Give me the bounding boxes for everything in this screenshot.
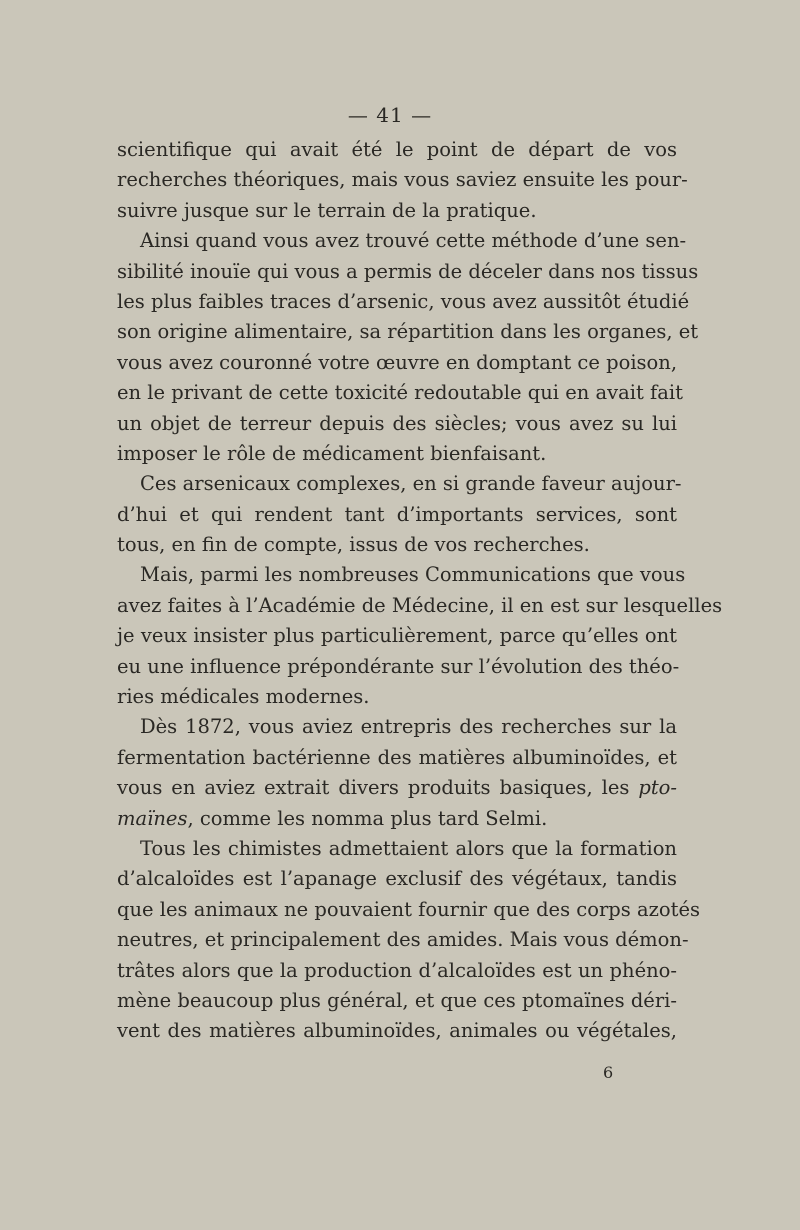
text-line: vent des matières albuminoïdes, animales ou végétales, xyxy=(117,1019,677,1043)
text-line: son origine alimentaire, sa répartition dans les organes, et xyxy=(117,320,699,344)
text-line: maïnes, comme les nomma plus tard Selmi. xyxy=(117,806,548,830)
text-line: que les animaux ne pouvaient fournir que des corps azotés xyxy=(117,897,701,921)
body-text xyxy=(117,135,723,1047)
text-line: un objet de terreur depuis des siècles; vous avez su lui xyxy=(117,411,677,435)
text-line: vous avez couronné votre œuvre en domptant ce poison, xyxy=(117,350,678,374)
text-line: d’alcaloïdes est l’apanage exclusif des végétaux, tandis xyxy=(117,867,677,891)
page-number: — 41 — xyxy=(347,103,433,127)
text-line: fermentation bactérienne des matières albuminoïdes, et xyxy=(117,745,677,769)
text-line: avez faites à l’Académie de Médecine, il en est sur lesquelles xyxy=(117,593,723,617)
text-line: je veux insister plus particulièrement, parce qu’elles ont xyxy=(117,624,677,648)
text-line: Ces arsenicaux complexes, en si grande faveur aujour- xyxy=(140,472,682,496)
text-line: recherches théoriques, mais vous saviez ensuite les pour- xyxy=(117,168,688,192)
text-line: en le privant de cette toxicité redoutable qui en avait fait xyxy=(117,381,683,405)
text-line: suivre jusque sur le terrain de la pratique. xyxy=(117,198,537,222)
text-line: tous, en fin de compte, issus de vos recherches. xyxy=(117,533,590,557)
text-line: mène beaucoup plus général, et que ces ptomaïnes déri- xyxy=(117,988,677,1012)
text-line: Ainsi quand vous avez trouvé cette méthode d’une sen- xyxy=(140,229,687,253)
text-line: Tous les chimistes admettaient alors que la formation xyxy=(140,836,677,860)
text-line: eu une influence prépondérante sur l’évolution des théo- xyxy=(117,654,680,678)
text-line: d’hui et qui rendent tant d’importants services, sont xyxy=(117,502,677,526)
text-line: vous en aviez extrait divers produits basiques, les pto- xyxy=(117,776,677,800)
text-line: sibilité inouïe qui vous a permis de déceler dans nos tissus xyxy=(117,259,699,283)
text-line: trâtes alors que la production d’alcaloïdes est un phéno- xyxy=(117,958,677,982)
text-line: Mais, parmi les nombreuses Communications que vous xyxy=(140,563,686,587)
signature-mark: 6 xyxy=(603,1063,614,1082)
text-line: Dès 1872, vous aviez entrepris des recherches sur la xyxy=(140,715,677,739)
text-line: ries médicales modernes. xyxy=(117,685,370,709)
text-line: les plus faibles traces d’arsenic, vous avez aussitôt étudié xyxy=(117,289,690,313)
text-line: imposer le rôle de médicament bienfaisant. xyxy=(117,441,547,465)
text-line: neutres, et principalement des amides. Mais vous démon- xyxy=(117,928,689,952)
text-line: scientifique qui avait été le point de départ de vos xyxy=(117,138,677,161)
